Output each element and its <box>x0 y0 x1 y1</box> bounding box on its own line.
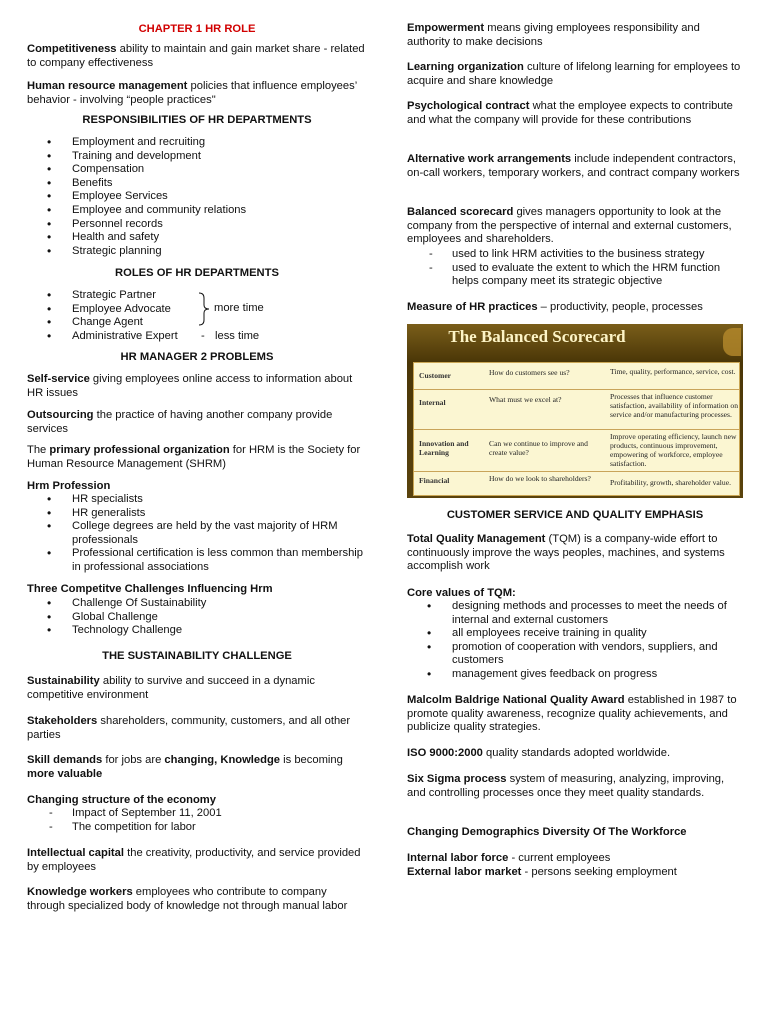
less-time-arrow: - <box>201 330 205 342</box>
list-item: • HR specialists <box>27 493 367 507</box>
row-question: How do customers see us? <box>489 368 570 377</box>
row-measures: Improve operating efficiency, launch new products, continuous improvement, empowering of workforce, employee satisfaction. <box>610 432 737 468</box>
psych-contract-paragraph <box>407 100 743 127</box>
list-item: • Employee and community relations <box>27 204 367 218</box>
term: Measure of HR practices <box>407 301 538 313</box>
definition: shareholders, community, customers, and all other parties <box>27 715 351 741</box>
competitiveness-paragraph <box>27 43 367 70</box>
list-item: • Personnel records <box>27 218 367 232</box>
list-item: • Benefits <box>27 177 367 191</box>
term: changing, Knowledge <box>164 754 281 766</box>
definition: employees who contribute to company through specialized body of knowledge not through manual labor <box>27 886 348 912</box>
row-measures: Time, quality, performance, service, cost. <box>610 367 736 376</box>
list-item: • Global Challenge <box>27 611 367 625</box>
list-item: • promotion of cooperation with vendors, suppliers, and customers <box>407 641 743 668</box>
definition: - current employees <box>508 852 611 864</box>
term: Six Sigma process <box>407 773 507 785</box>
term: more valuable <box>27 767 103 780</box>
balanced-scorecard-paragraph <box>407 206 743 247</box>
definition: giving employees online access to information about HR issues <box>27 373 353 399</box>
external-labor-paragraph <box>407 866 743 880</box>
internal-labor-paragraph <box>407 852 743 866</box>
row-question: How do we look to shareholders? <box>489 474 591 483</box>
sustainability-heading: THE SUSTAINABILITY CHALLENGE <box>102 650 292 662</box>
balanced-list <box>407 248 743 289</box>
baldrige-paragraph <box>407 694 743 735</box>
learning-paragraph <box>407 61 743 88</box>
term: Empowerment <box>407 22 485 34</box>
definition: ability to maintain and gain market share - related to company effectiveness <box>27 43 365 69</box>
term: Learning organization <box>407 61 524 73</box>
text: is becoming <box>280 754 343 766</box>
definition: – productivity, people, processes <box>537 301 703 313</box>
sustainability-paragraph <box>27 675 367 702</box>
definition: established in 1987 to promote quality awareness, recognize quality achievements, and publicize quality strategies. <box>407 694 737 734</box>
term: Skill demands <box>27 754 103 766</box>
alt-work-paragraph <box>407 153 743 180</box>
term: primary professional organization <box>49 444 230 456</box>
definition: (TQM) is a company-wide effort to continuously improve the ways peoples, machines, and systems accomplish work <box>407 533 725 573</box>
scorecard-row <box>414 429 739 472</box>
scorecard-row <box>414 471 739 496</box>
list-item: - used to evaluate the extent to which the HRM function helps company meet its strategic objective <box>407 262 743 289</box>
empowerment-paragraph <box>407 22 743 49</box>
row-measures: Processes that influence customer satisfaction, availability of information on service and/or manufacturing processes. <box>610 392 739 419</box>
scorecard-decoration <box>723 328 741 356</box>
prefix: The <box>27 444 50 456</box>
term: Competitiveness <box>27 43 117 55</box>
list-item: - The competition for labor <box>27 821 367 835</box>
definition: system of measuring, analyzing, improving, and controlling processes once they meet quality standards. <box>407 773 725 799</box>
term: Malcolm Baldrige National Quality Award <box>407 694 625 706</box>
list-item: • Compensation <box>27 163 367 177</box>
customer-service-heading: CUSTOMER SERVICE AND QUALITY EMPHASIS <box>446 509 704 521</box>
list-item: • Challenge Of Sustainability <box>27 597 367 611</box>
ppo-paragraph <box>27 444 367 471</box>
list-item: • Employment and recruiting <box>27 136 367 150</box>
definition: - persons seeking employment <box>521 866 677 878</box>
tqm-paragraph <box>407 533 743 574</box>
self-service-paragraph <box>27 373 367 400</box>
term: Total Quality Management <box>407 533 546 545</box>
demographics-heading: Changing Demographics Diversity Of The Workforce <box>407 826 687 838</box>
economy-heading: Changing structure of the economy <box>27 794 216 806</box>
list-item: • HR generalists <box>27 507 367 521</box>
definition: means giving employees responsibility and authority to make decisions <box>407 22 700 48</box>
definition: include independent contractors, on-call workers, temporary workers, and contract company workers <box>407 153 740 179</box>
list-item: • Administrative Expert <box>27 330 367 344</box>
scorecard-row <box>414 389 739 430</box>
list-item: • Employee Services <box>27 190 367 204</box>
definition: what the employee expects to contribute and what the company will provide for these contributions <box>407 100 733 126</box>
row-question: What must we excel at? <box>489 395 562 404</box>
list-item: • Professional certification is less common than membership in professional associations <box>27 547 367 574</box>
row-category: Financial <box>419 476 450 485</box>
list-item: • designing methods and processes to meet the needs of internal and external customers <box>407 600 743 627</box>
term: Intellectual capital <box>27 847 124 859</box>
definition: ability to survive and succeed in a dynamic competitive environment <box>27 675 315 701</box>
definition: culture of lifelong learning for employees to acquire and share knowledge <box>407 61 741 87</box>
term: Psychological contract <box>407 100 530 112</box>
row-category: Internal <box>419 398 446 407</box>
term: Self-service <box>27 373 90 385</box>
roles-heading: ROLES OF HR DEPARTMENTS <box>115 267 279 279</box>
list-item: - Impact of September 11, 2001 <box>27 807 367 821</box>
outsourcing-paragraph <box>27 409 367 436</box>
term: Knowledge workers <box>27 886 133 898</box>
scorecard-title: The Balanced Scorecard <box>448 327 626 346</box>
profession-heading: Hrm Profession <box>27 480 111 492</box>
stakeholders-paragraph <box>27 715 367 742</box>
row-category: Innovation and Learning <box>419 439 469 457</box>
balanced-scorecard-figure <box>407 324 743 498</box>
term: Outsourcing <box>27 409 94 421</box>
problems-heading: HR MANAGER 2 PROBLEMS <box>120 351 274 363</box>
list-item: • management gives feedback on progress <box>407 668 743 682</box>
definition: for HRM is the Society for Human Resource Management (SHRM) <box>27 444 361 470</box>
list-item: • College degrees are held by the vast majority of HRM professionals <box>27 520 367 547</box>
responsibilities-heading: RESPONSIBILITIES OF HR DEPARTMENTS <box>82 114 312 126</box>
scorecard-row <box>414 363 739 389</box>
term: Balanced scorecard <box>407 206 514 218</box>
term: Alternative work arrangements <box>407 153 572 165</box>
scorecard-table <box>413 362 740 496</box>
definition: quality standards adopted worldwide. <box>482 747 671 759</box>
row-category: Customer <box>419 371 452 380</box>
row-question: Can we continue to improve and create value? <box>489 439 588 457</box>
term: Stakeholders <box>27 715 98 727</box>
hrm-paragraph <box>27 80 367 107</box>
core-values-list <box>407 600 743 682</box>
knowledge-paragraph <box>27 886 367 913</box>
row-measures: Profitability, growth, shareholder value. <box>610 478 731 487</box>
definition: policies that influence employees’ behavior - involving “people practices" <box>27 80 357 106</box>
iso-paragraph <box>407 747 743 761</box>
intellectual-paragraph <box>27 847 367 874</box>
list-item: • Health and safety <box>27 231 367 245</box>
term: External labor market <box>407 866 522 878</box>
term: Sustainability <box>27 675 100 687</box>
measure-paragraph <box>407 301 743 315</box>
text: for jobs are <box>102 754 165 766</box>
skill-paragraph <box>27 754 367 781</box>
term: ISO 9000:2000 <box>407 747 483 759</box>
less-time-label: less time <box>215 330 260 342</box>
six-sigma-paragraph <box>407 773 743 800</box>
list-item: • Technology Challenge <box>27 624 367 638</box>
definition: the creativity, productivity, and service provided by employees <box>27 847 361 873</box>
challenges-heading: Three Competitve Challenges Influencing Hrm <box>27 583 273 595</box>
definition: gives managers opportunity to look at the company from the perspective of internal and external customers, employees and shareholders. <box>407 206 732 246</box>
list-item: • Training and development <box>27 150 367 164</box>
more-time-label: more time <box>214 302 264 314</box>
core-values-heading: Core values of TQM: <box>407 587 516 599</box>
chapter-title: CHAPTER 1 HR ROLE <box>138 23 256 35</box>
term: Human resource management <box>27 80 188 92</box>
economy-list <box>27 807 367 834</box>
list-item: • Strategic Partner <box>27 289 367 303</box>
list-item: • Change Agent <box>27 316 367 330</box>
list-item: • Employee Advocate <box>27 303 367 317</box>
list-item: • all employees receive training in quality <box>407 627 743 641</box>
profession-list <box>27 493 367 575</box>
brace-icon <box>197 292 213 326</box>
list-item: • Strategic planning <box>27 245 367 259</box>
list-item: - used to link HRM activities to the business strategy <box>407 248 743 262</box>
term: Internal labor force <box>407 852 509 864</box>
responsibilities-list <box>27 136 367 258</box>
definition: the practice of having another company provide services <box>27 409 333 435</box>
challenges-list <box>27 597 367 638</box>
